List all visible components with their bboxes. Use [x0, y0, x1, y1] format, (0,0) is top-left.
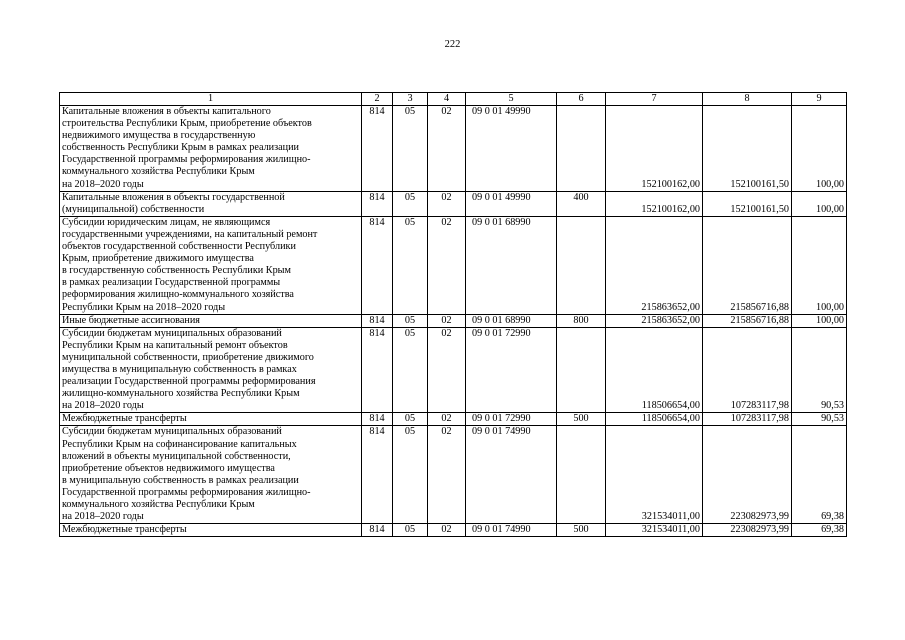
- target-article-cell: 09 0 01 74990: [466, 524, 557, 537]
- table-row: [60, 426, 847, 524]
- description-line: коммунального хозяйства Республики Крым: [62, 166, 255, 178]
- executed-amount-cell: 223082973,99: [703, 426, 792, 524]
- subsection-code-cell: 02: [428, 191, 466, 216]
- row-description: [60, 426, 362, 524]
- description-line: объектов государственной собственности Республики: [62, 241, 296, 253]
- table-body: [60, 93, 847, 537]
- description-line: на 2018–2020 годы: [62, 178, 144, 190]
- subsection-code-cell: 02: [428, 314, 466, 327]
- description-line: реализации Государственной программы реформирования: [62, 376, 316, 388]
- execution-percent-cell: 90,53: [792, 327, 847, 413]
- expense-type-cell: 800: [557, 314, 606, 327]
- subsection-code-cell: 02: [428, 426, 466, 524]
- row-description: [60, 327, 362, 413]
- description-line: Межбюджетные трансферты: [62, 524, 187, 536]
- ministry-code-cell: 814: [362, 524, 393, 537]
- expense-type-cell: [557, 426, 606, 524]
- description-line: Межбюджетные трансферты: [62, 413, 187, 425]
- row-description: [60, 413, 362, 426]
- description-line: собственность Республики Крым в рамках реализации: [62, 142, 300, 154]
- section-code-cell: 05: [393, 524, 428, 537]
- description-line: коммунального хозяйства Республики Крым: [62, 499, 255, 510]
- ministry-code-cell: 814: [362, 413, 393, 426]
- description-line: Субсидии бюджетам муниципальных образований: [62, 426, 282, 438]
- executed-amount-cell: 215856716,88: [703, 216, 792, 314]
- description-line: в государственную собственность Республики Крым: [62, 265, 291, 277]
- header-cell: 3: [393, 93, 428, 106]
- description-line: Субсидии бюджетам муниципальных образований: [62, 327, 282, 339]
- header-cell: 4: [428, 93, 466, 106]
- row-description: [60, 314, 362, 327]
- description-line: Крым, приобретение движимого имущества: [62, 253, 254, 265]
- description-line: Капитальные вложения в объекты капитального: [62, 106, 271, 117]
- executed-amount-cell: 107283117,98: [703, 327, 792, 413]
- execution-percent-cell: 69,38: [792, 524, 847, 537]
- execution-percent-cell: 100,00: [792, 216, 847, 314]
- header-cell: 7: [606, 93, 703, 106]
- description-line: в рамках реализации Государственной программы: [62, 277, 281, 289]
- section-code-cell: 05: [393, 191, 428, 216]
- subsection-code-cell: 02: [428, 106, 466, 192]
- subsection-code-cell: 02: [428, 524, 466, 537]
- target-article-cell: 09 0 01 74990: [466, 426, 557, 524]
- description-line: в муниципальную собственность в рамках реализации: [62, 474, 299, 486]
- description-line: Республики Крым на софинансирование капитальных: [62, 438, 297, 450]
- row-description: [60, 191, 362, 216]
- table-row: [60, 191, 847, 216]
- expense-type-cell: [557, 106, 606, 192]
- description-line: Государственной программы реформирования жилищно-: [62, 154, 311, 166]
- row-description: [60, 106, 362, 192]
- header-cell: 2: [362, 93, 393, 106]
- executed-amount-cell: 152100161,50: [703, 106, 792, 192]
- execution-percent-cell: 69,38: [792, 426, 847, 524]
- header-cell: 5: [466, 93, 557, 106]
- table-row: [60, 413, 847, 426]
- description-line: Иные бюджетные ассигнования: [62, 314, 200, 326]
- planned-amount-cell: 118506654,00: [606, 327, 703, 413]
- header-cell: 9: [792, 93, 847, 106]
- target-article-cell: 09 0 01 49990: [466, 191, 557, 216]
- execution-percent-cell: 90,53: [792, 413, 847, 426]
- description-line: Субсидии юридическим лицам, не являющимся: [62, 216, 271, 228]
- executed-amount-cell: 215856716,88: [703, 314, 792, 327]
- target-article-cell: 09 0 01 49990: [466, 106, 557, 192]
- page-number: 222: [444, 39, 461, 50]
- header-cell: 6: [557, 93, 606, 106]
- planned-amount-cell: 215863652,00: [606, 216, 703, 314]
- expense-type-cell: 500: [557, 413, 606, 426]
- target-article-cell: 09 0 01 72990: [466, 413, 557, 426]
- ministry-code-cell: 814: [362, 314, 393, 327]
- header-cell: 1: [60, 93, 362, 106]
- planned-amount-cell: 152100162,00: [606, 106, 703, 192]
- ministry-code-cell: 814: [362, 327, 393, 413]
- description-line: на 2018–2020 годы: [62, 400, 144, 412]
- execution-percent-cell: 100,00: [792, 191, 847, 216]
- subsection-code-cell: 02: [428, 327, 466, 413]
- table-row: [60, 327, 847, 413]
- planned-amount-cell: 152100162,00: [606, 191, 703, 216]
- row-description: [60, 524, 362, 537]
- description-line: государственными учреждениями, на капитальный ремонт: [62, 228, 318, 240]
- executed-amount-cell: 107283117,98: [703, 413, 792, 426]
- subsection-code-cell: 02: [428, 413, 466, 426]
- description-line: приобретение объектов недвижимого имущества: [62, 462, 275, 474]
- description-line: жилищно-коммунального хозяйства Республики Крым: [62, 388, 300, 400]
- description-line: вложений в объекты муниципальной собственности,: [62, 450, 291, 462]
- row-description: [60, 216, 362, 314]
- description-line: имущества в муниципальную собственность в рамках: [62, 363, 297, 375]
- target-article-cell: 09 0 01 72990: [466, 327, 557, 413]
- section-code-cell: 05: [393, 327, 428, 413]
- target-article-cell: 09 0 01 68990: [466, 314, 557, 327]
- ministry-code-cell: 814: [362, 426, 393, 524]
- description-line: недвижимого имущества в государственную: [62, 130, 256, 142]
- description-line: строительства Республики Крым, приобретение объектов: [62, 118, 312, 130]
- description-line: реформирования жилищно-коммунального хозяйства: [62, 289, 294, 301]
- execution-percent-cell: 100,00: [792, 106, 847, 192]
- description-line: (муниципальной) собственности: [62, 203, 205, 215]
- section-code-cell: 05: [393, 106, 428, 192]
- execution-percent-cell: 100,00: [792, 314, 847, 327]
- target-article-cell: 09 0 01 68990: [466, 216, 557, 314]
- description-line: Республики Крым на капитальный ремонт объектов: [62, 339, 288, 351]
- description-line: на 2018–2020 годы: [62, 511, 144, 523]
- subsection-code-cell: 02: [428, 216, 466, 314]
- ministry-code-cell: 814: [362, 216, 393, 314]
- header-cell: 8: [703, 93, 792, 106]
- section-code-cell: 05: [393, 426, 428, 524]
- planned-amount-cell: 215863652,00: [606, 314, 703, 327]
- expense-type-cell: [557, 327, 606, 413]
- budget-table: [59, 92, 847, 537]
- header-row: [60, 93, 847, 106]
- planned-amount-cell: 321534011,00: [606, 426, 703, 524]
- description-line: муниципальной собственности, приобретение движимого: [62, 351, 314, 363]
- planned-amount-cell: 321534011,00: [606, 524, 703, 537]
- expense-type-cell: 500: [557, 524, 606, 537]
- section-code-cell: 05: [393, 216, 428, 314]
- table-row: [60, 216, 847, 314]
- planned-amount-cell: 118506654,00: [606, 413, 703, 426]
- table-row: [60, 106, 847, 192]
- executed-amount-cell: 152100161,50: [703, 191, 792, 216]
- description-line: Республики Крым на 2018–2020 годы: [62, 301, 226, 313]
- description-line: Государственной программы реформирования жилищно-: [62, 486, 311, 498]
- expense-type-cell: [557, 216, 606, 314]
- expense-type-cell: 400: [557, 191, 606, 216]
- description-line: Капитальные вложения в объекты государственной: [62, 191, 285, 203]
- table-row: [60, 314, 847, 327]
- section-code-cell: 05: [393, 314, 428, 327]
- ministry-code-cell: 814: [362, 106, 393, 192]
- table-row: [60, 524, 847, 537]
- executed-amount-cell: 223082973,99: [703, 524, 792, 537]
- section-code-cell: 05: [393, 413, 428, 426]
- ministry-code-cell: 814: [362, 191, 393, 216]
